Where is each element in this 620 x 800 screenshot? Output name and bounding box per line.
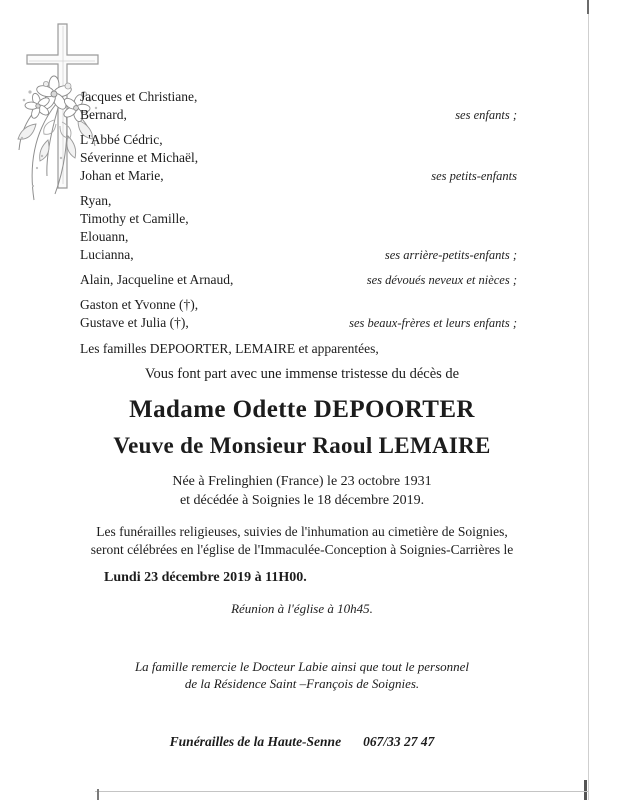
recipient-group-brothers-in-law <box>80 296 517 332</box>
funeral-details-block <box>0 523 604 559</box>
ceremony-datetime: Lundi 23 décembre 2019 à 11H00. <box>104 570 307 585</box>
recipient-group-nephews-nieces <box>80 271 517 289</box>
relation-label: ses enfants ; <box>455 108 517 122</box>
recipient-name: Jacques et Christiane, <box>80 89 198 104</box>
families-line: Les familles DEPOORTER, LEMAIRE et apparentées, <box>80 341 379 356</box>
recipient-group-grandchildren <box>80 131 517 185</box>
thanks-block <box>0 658 604 692</box>
meeting-line: Réunion à l'église à 10h45. <box>231 601 373 616</box>
recipient-name: Gustave et Julia (†), <box>80 315 189 330</box>
recipient-name: Timothy et Camille, <box>80 211 189 226</box>
recipient-name: Elouann, <box>80 229 129 244</box>
recipient-name: Johan et Marie, <box>80 168 164 183</box>
recipient-name: Bernard, <box>80 107 127 122</box>
birth-line: Née à Frelinghien (France) le 23 octobre 1931 <box>172 474 432 489</box>
scan-edge-bottom <box>95 791 588 792</box>
relation-label: ses arrière-petits-enfants ; <box>384 248 517 262</box>
funeral-line-1: Les funérailles religieuses, suivies de l'inhumation au cimetière de Soignies, <box>96 524 508 539</box>
relation-label: ses beaux-frères et leurs enfants ; <box>349 316 517 330</box>
recipient-group-great-grandchildren <box>80 192 517 264</box>
widow-line: Veuve de Monsieur Raoul LEMAIRE <box>113 433 491 458</box>
scan-edge-right <box>588 0 589 800</box>
recipient-name: Gaston et Yvonne (†), <box>80 297 199 312</box>
scan-tick-topright <box>587 0 589 14</box>
recipient-name: Lucianna, <box>80 247 134 262</box>
thanks-line-2: de la Résidence Saint –François de Soignies. <box>184 676 420 691</box>
footer <box>0 734 604 750</box>
funeral-home-name: Funérailles de la Haute-Senne <box>169 734 342 749</box>
birth-death-block <box>0 472 604 510</box>
scan-tick-bottomright <box>584 780 587 800</box>
relation-label: ses dévoués neveux et nièces ; <box>366 273 517 287</box>
recipient-group-children <box>80 88 517 124</box>
scan-tick-bottomleft <box>97 789 99 800</box>
deceased-name: Madame Odette DEPOORTER <box>129 396 475 423</box>
recipients-list <box>80 88 517 339</box>
recipient-name: Alain, Jacqueline et Arnaud, <box>80 272 234 287</box>
intro-line: Vous font part avec une immense tristesse du décès de <box>144 366 460 382</box>
recipient-name: L'Abbé Cédric, <box>80 132 163 147</box>
recipient-name: Ryan, <box>80 193 112 208</box>
funeral-line-2: seront célébrées en l'église de l'Immaculée-Conception à Soignies-Carrières le <box>90 542 514 557</box>
thanks-line-1: La famille remercie le Docteur Labie ainsi que tout le personnel <box>134 659 470 674</box>
recipient-name: Séverinne et Michaël, <box>80 150 199 165</box>
relation-label: ses petits-enfants <box>431 169 517 183</box>
death-line: et décédée à Soignies le 18 décembre 2019. <box>179 493 425 508</box>
phone-number: 067/33 27 47 <box>363 734 435 749</box>
